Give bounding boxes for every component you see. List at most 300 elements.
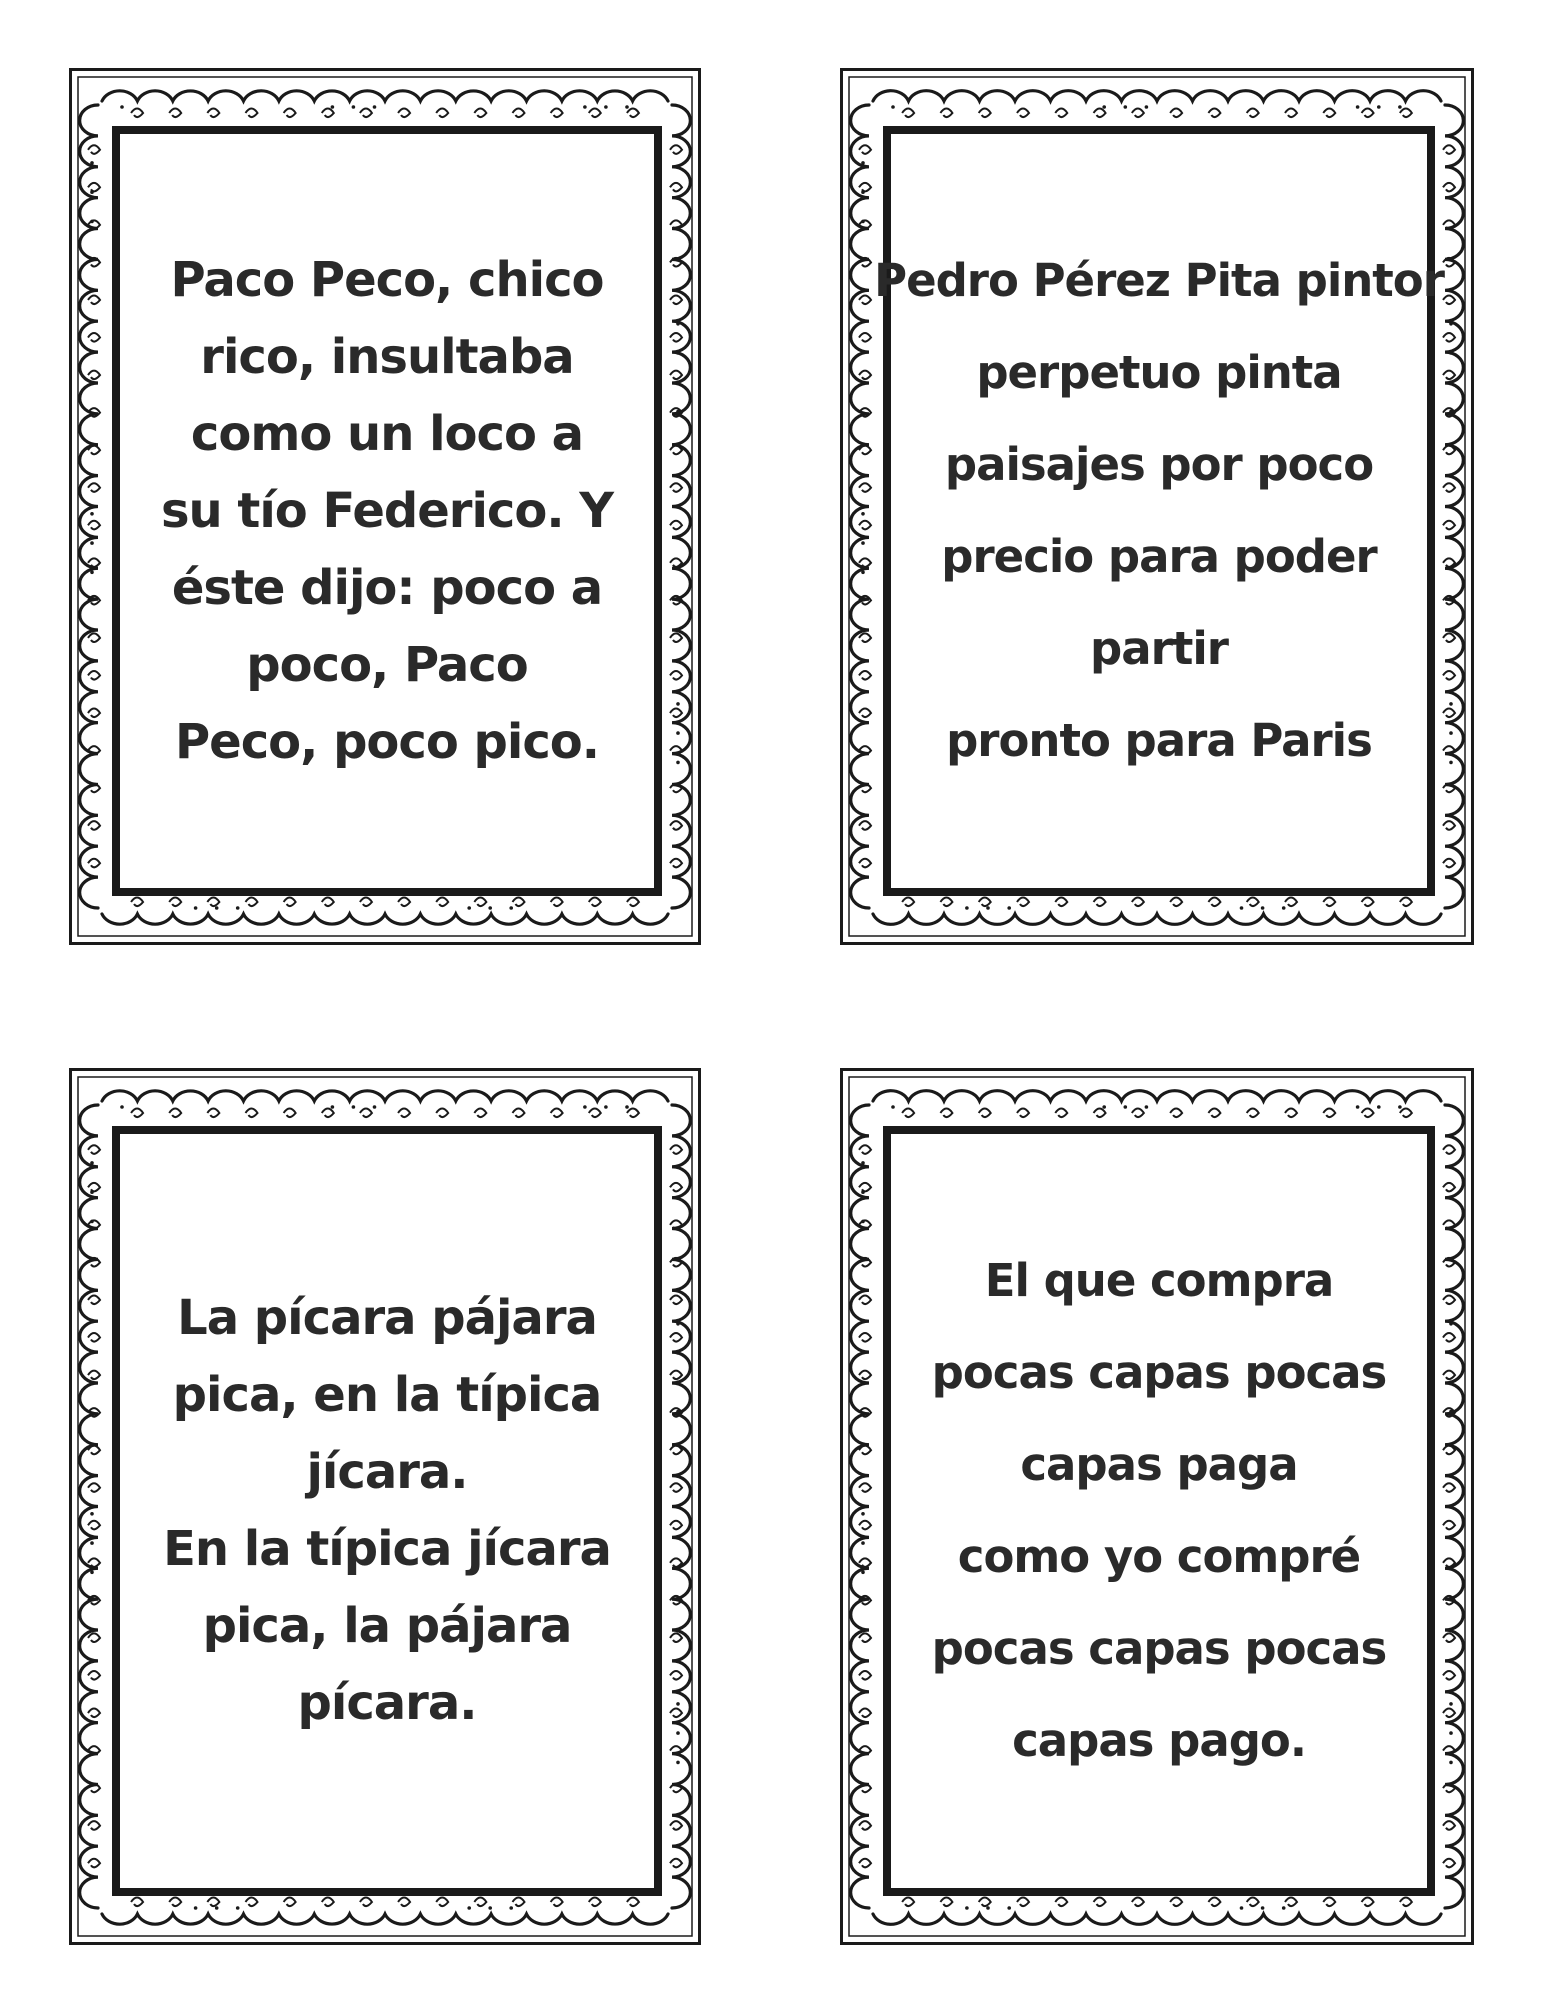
- doodle-dot: [676, 1322, 680, 1326]
- doodle-curl-stroke: [1443, 633, 1455, 642]
- text-line: pocas capas pocas: [931, 1622, 1387, 1675]
- doodle-curl-stroke: [859, 1295, 871, 1304]
- doodle-curl-stroke: [670, 1709, 682, 1718]
- doodle-curl-stroke: [979, 898, 991, 907]
- doodle-curl-stroke: [1443, 1821, 1455, 1830]
- doodle-curl-stroke: [284, 1898, 296, 1907]
- doodle-dot: [90, 512, 94, 516]
- doodle-curl-stroke: [398, 1109, 410, 1118]
- doodle-curl-stroke: [1443, 709, 1455, 718]
- doodle-curl-stroke: [859, 521, 871, 530]
- doodle-curl-stroke: [670, 183, 682, 192]
- doodle-dot: [1007, 1906, 1011, 1910]
- doodle-curl-stroke: [131, 1109, 143, 1118]
- text-line: partir: [1090, 622, 1228, 675]
- text-line: precio para poder: [941, 530, 1377, 583]
- doodle-curl-stroke: [1055, 898, 1067, 907]
- doodle-curl-stroke: [1443, 145, 1455, 154]
- doodle-dot: [861, 1571, 865, 1575]
- doodle-curl-stroke: [1208, 1898, 1220, 1907]
- doodle-dot: [676, 1761, 680, 1765]
- doodle-curl-stroke: [88, 709, 100, 718]
- doodle-curl-stroke: [627, 109, 639, 118]
- doodle-dot: [676, 702, 680, 706]
- doodle-curl-stroke: [589, 898, 601, 907]
- text-line: Peco, poco pico.: [174, 713, 600, 770]
- tongue-twister-text: [932, 1235, 1387, 1787]
- doodle-curl-stroke: [902, 1898, 914, 1907]
- doodle-curl-stroke: [1094, 1109, 1106, 1118]
- doodle-dot: [861, 190, 865, 194]
- doodle-dot: [373, 1105, 377, 1109]
- doodle-dot: [215, 1906, 219, 1910]
- doodle-dot: [90, 190, 94, 194]
- doodle-curl-stroke: [436, 1898, 448, 1907]
- doodle-curl-stroke: [88, 145, 100, 154]
- doodle-dot: [90, 541, 94, 545]
- card-inner-frame: [883, 1126, 1435, 1896]
- doodle-dot: [1377, 1105, 1381, 1109]
- text-line: pocas capas pocas: [931, 1346, 1387, 1399]
- doodle-curl-stroke: [859, 483, 871, 492]
- doodle-curl-stroke: [902, 1109, 914, 1118]
- doodle-curl-stroke: [859, 859, 871, 868]
- doodle-curl-stroke: [1132, 1109, 1144, 1118]
- doodle-dot: [625, 105, 629, 109]
- doodle-curl-stroke: [670, 446, 682, 455]
- doodle-scallop-stroke: [102, 914, 668, 924]
- doodle-curl-stroke: [1323, 109, 1335, 118]
- doodle-curl-stroke: [1443, 446, 1455, 455]
- doodle-curl-stroke: [627, 1898, 639, 1907]
- doodle-curl-stroke: [1208, 109, 1220, 118]
- doodle-curl-stroke: [513, 109, 525, 118]
- doodle-dot: [861, 220, 865, 224]
- doodle-dot: [1261, 906, 1265, 910]
- doodle-curl-stroke: [322, 1898, 334, 1907]
- doodle-curl-stroke: [88, 1371, 100, 1380]
- doodle-curl-stroke: [1094, 109, 1106, 118]
- doodle-dot: [1449, 322, 1453, 326]
- doodle-dot: [1356, 1105, 1360, 1109]
- doodle-curl-stroke: [88, 821, 100, 830]
- doodle-curl-stroke: [940, 898, 952, 907]
- doodle-curl-stroke: [513, 1109, 525, 1118]
- doodle-curl-stroke: [88, 446, 100, 455]
- doodle-curl-stroke: [88, 1295, 100, 1304]
- doodle-curl-stroke: [131, 109, 143, 118]
- doodle-curl-stroke: [1443, 295, 1455, 304]
- doodle-curl-stroke: [979, 1898, 991, 1907]
- doodle-curl-stroke: [859, 1709, 871, 1718]
- doodle-dot: [1282, 906, 1286, 910]
- doodle-curl-stroke: [513, 898, 525, 907]
- doodle-dot: [90, 220, 94, 224]
- doodle-dot: [1449, 1351, 1453, 1355]
- doodle-curl-stroke: [589, 1898, 601, 1907]
- doodle-curl-stroke: [88, 1633, 100, 1642]
- doodle-dot: [861, 1220, 865, 1224]
- doodle-curl-stroke: [1443, 1446, 1455, 1455]
- doodle-curl-stroke: [1443, 1633, 1455, 1642]
- doodle-curl-stroke: [207, 109, 219, 118]
- doodle-curl-stroke: [246, 1898, 258, 1907]
- doodle-dot: [120, 1105, 124, 1109]
- doodle-dot: [90, 161, 94, 165]
- doodle-dot: [1449, 1731, 1453, 1735]
- text-line: pícara.: [297, 1675, 477, 1731]
- doodle-dot: [1449, 351, 1453, 355]
- doodle-curl-stroke: [1247, 109, 1259, 118]
- tongue-twister-text: [161, 242, 613, 781]
- doodle-dot: [1356, 105, 1360, 109]
- doodle-curl-stroke: [551, 1109, 563, 1118]
- doodle-dot: [1240, 1906, 1244, 1910]
- doodle-curl-stroke: [1400, 1109, 1412, 1118]
- doodle-dot: [1007, 906, 1011, 910]
- doodle-curl-stroke: [940, 109, 952, 118]
- doodle-curl-stroke: [1247, 1109, 1259, 1118]
- doodle-dot: [236, 906, 240, 910]
- doodle-curl-stroke: [169, 1898, 181, 1907]
- doodle-scallop-stroke: [873, 1091, 1441, 1101]
- doodle-dot: [1145, 1105, 1149, 1109]
- doodle-curl-stroke: [88, 1446, 100, 1455]
- text-line: paisajes por poco: [944, 438, 1374, 491]
- text-line: Paco Peco, chico: [170, 251, 604, 308]
- doodle-curl-stroke: [1400, 898, 1412, 907]
- doodle-dot: [1449, 1410, 1453, 1414]
- doodle-curl-stroke: [859, 1446, 871, 1455]
- doodle-curl-stroke: [1443, 183, 1455, 192]
- doodle-curl-stroke: [670, 1859, 682, 1868]
- text-line: capas paga: [1020, 1438, 1298, 1491]
- doodle-dot: [509, 1906, 513, 1910]
- doodle-dot: [676, 1380, 680, 1384]
- doodle-curl-stroke: [1247, 898, 1259, 907]
- card-inner-frame: [112, 126, 662, 896]
- text-line: como un loco a: [190, 405, 584, 462]
- doodle-scallop-stroke: [102, 1091, 668, 1101]
- doodle-curl-stroke: [1443, 1145, 1455, 1154]
- doodle-dot: [1261, 1906, 1265, 1910]
- doodle-dot: [1449, 761, 1453, 765]
- tongue-twister-card-1: [69, 68, 701, 945]
- text-line: capas pago.: [1012, 1714, 1306, 1767]
- doodle-dot: [1449, 1761, 1453, 1765]
- text-line: poco, Paco: [246, 636, 528, 693]
- doodle-curl-stroke: [1285, 898, 1297, 907]
- doodle-dot: [90, 1512, 94, 1516]
- doodle-curl-stroke: [670, 633, 682, 642]
- doodle-curl-stroke: [1208, 898, 1220, 907]
- doodle-curl-stroke: [88, 1333, 100, 1342]
- doodle-curl-stroke: [670, 558, 682, 567]
- doodle-curl-stroke: [670, 333, 682, 342]
- doodle-dot: [861, 1512, 865, 1516]
- doodle-curl-stroke: [859, 671, 871, 680]
- doodle-dot: [1449, 1380, 1453, 1384]
- doodle-curl-stroke: [88, 1859, 100, 1868]
- text-line: jícara.: [306, 1444, 468, 1500]
- card-inner-frame: [112, 1126, 662, 1896]
- text-line: Pedro Pérez Pita pintor: [874, 254, 1444, 307]
- doodle-curl-stroke: [398, 1898, 410, 1907]
- doodle-scallop-stroke: [102, 91, 668, 101]
- doodle-curl-stroke: [670, 1295, 682, 1304]
- doodle-dot: [1124, 1105, 1128, 1109]
- doodle-scallop-stroke: [873, 914, 1441, 924]
- doodle-dot: [488, 1906, 492, 1910]
- doodle-curl-stroke: [436, 1109, 448, 1118]
- doodle-dot: [583, 1105, 587, 1109]
- doodle-curl-stroke: [979, 1109, 991, 1118]
- doodle-curl-stroke: [670, 1671, 682, 1680]
- doodle-dot: [676, 351, 680, 355]
- doodle-curl-stroke: [940, 1109, 952, 1118]
- doodle-curl-stroke: [322, 1109, 334, 1118]
- doodle-dot: [1449, 380, 1453, 384]
- doodle-curl-stroke: [1170, 1109, 1182, 1118]
- doodle-curl-stroke: [670, 295, 682, 304]
- doodle-curl-stroke: [859, 1333, 871, 1342]
- doodle-curl-stroke: [670, 709, 682, 718]
- text-line: su tío Federico. Y: [160, 482, 614, 539]
- doodle-dot: [676, 1731, 680, 1735]
- doodle-curl-stroke: [1017, 898, 1029, 907]
- doodle-curl-stroke: [207, 898, 219, 907]
- doodle-dot: [331, 105, 335, 109]
- doodle-curl-stroke: [1094, 1898, 1106, 1907]
- text-line: pica, en la típica: [172, 1367, 602, 1423]
- doodle-curl-stroke: [859, 1821, 871, 1830]
- doodle-curl-stroke: [1094, 898, 1106, 907]
- doodle-dot: [1102, 1105, 1106, 1109]
- doodle-curl-stroke: [88, 633, 100, 642]
- doodle-scallop-stroke: [873, 91, 1441, 101]
- doodle-curl-stroke: [627, 898, 639, 907]
- doodle-dot: [986, 906, 990, 910]
- doodle-curl-stroke: [169, 109, 181, 118]
- doodle-curl-stroke: [1132, 109, 1144, 118]
- doodle-curl-stroke: [1443, 1521, 1455, 1530]
- doodle-curl-stroke: [859, 1483, 871, 1492]
- doodle-dot: [861, 571, 865, 575]
- doodle-curl-stroke: [859, 709, 871, 718]
- doodle-curl-stroke: [670, 1633, 682, 1642]
- doodle-curl-stroke: [474, 1109, 486, 1118]
- text-line: rico, insultaba: [200, 328, 574, 385]
- doodle-curl-stroke: [859, 633, 871, 642]
- doodle-curl-stroke: [88, 1671, 100, 1680]
- doodle-curl-stroke: [1055, 1109, 1067, 1118]
- doodle-curl-stroke: [551, 1898, 563, 1907]
- doodle-dot: [215, 906, 219, 910]
- doodle-curl-stroke: [902, 898, 914, 907]
- doodle-curl-stroke: [513, 1898, 525, 1907]
- tongue-twister-text: [874, 235, 1444, 787]
- doodle-dot: [1240, 906, 1244, 910]
- doodle-curl-stroke: [1017, 1898, 1029, 1907]
- doodle-scallop-stroke: [102, 1914, 668, 1924]
- doodle-curl-stroke: [1323, 898, 1335, 907]
- doodle-dot: [676, 1702, 680, 1706]
- text-line: En la típica jícara: [163, 1521, 611, 1577]
- doodle-curl-stroke: [1443, 1371, 1455, 1380]
- doodle-curl-stroke: [859, 333, 871, 342]
- doodle-curl-stroke: [1170, 1898, 1182, 1907]
- doodle-dot: [1449, 410, 1453, 414]
- doodle-curl-stroke: [670, 1333, 682, 1342]
- text-line: pica, la pájara: [202, 1598, 572, 1654]
- doodle-dot: [625, 1105, 629, 1109]
- doodle-curl-stroke: [88, 371, 100, 380]
- doodle-dot: [194, 1906, 198, 1910]
- doodle-curl-stroke: [670, 483, 682, 492]
- doodle-curl-stroke: [1208, 1109, 1220, 1118]
- doodle-dot: [861, 1190, 865, 1194]
- doodle-dot: [861, 161, 865, 165]
- doodle-curl-stroke: [1132, 1898, 1144, 1907]
- doodle-dot: [861, 541, 865, 545]
- tongue-twister-text: [163, 1280, 611, 1742]
- doodle-curl-stroke: [627, 1109, 639, 1118]
- doodle-curl-stroke: [1443, 671, 1455, 680]
- doodle-curl-stroke: [246, 1109, 258, 1118]
- doodle-dot: [90, 1571, 94, 1575]
- doodle-dot: [676, 322, 680, 326]
- doodle-curl-stroke: [1055, 109, 1067, 118]
- doodle-curl-stroke: [131, 1898, 143, 1907]
- doodle-curl-stroke: [1443, 371, 1455, 380]
- doodle-curl-stroke: [1323, 1898, 1335, 1907]
- doodle-dot: [373, 105, 377, 109]
- doodle-dot: [965, 906, 969, 910]
- doodle-curl-stroke: [1362, 1898, 1374, 1907]
- text-line: perpetuo pinta: [976, 346, 1342, 399]
- doodle-curl-stroke: [398, 898, 410, 907]
- doodle-curl-stroke: [1400, 109, 1412, 118]
- doodle-curl-stroke: [88, 333, 100, 342]
- doodle-dot: [467, 906, 471, 910]
- doodle-curl-stroke: [322, 109, 334, 118]
- doodle-dot: [891, 105, 895, 109]
- doodle-curl-stroke: [88, 1521, 100, 1530]
- doodle-dot: [331, 1105, 335, 1109]
- doodle-dot: [509, 906, 513, 910]
- doodle-curl-stroke: [207, 1898, 219, 1907]
- doodle-dot: [676, 1410, 680, 1414]
- doodle-dot: [1398, 105, 1402, 109]
- doodle-curl-stroke: [670, 1145, 682, 1154]
- doodle-dot: [861, 1541, 865, 1545]
- doodle-dot: [965, 1906, 969, 1910]
- tongue-twister-card-3: [69, 1068, 701, 1945]
- doodle-dot: [488, 906, 492, 910]
- text-line: éste dijo: poco a: [171, 559, 603, 616]
- doodle-curl-stroke: [88, 1145, 100, 1154]
- doodle-curl-stroke: [88, 295, 100, 304]
- doodle-curl-stroke: [88, 859, 100, 868]
- doodle-dot: [861, 1161, 865, 1165]
- doodle-curl-stroke: [670, 371, 682, 380]
- doodle-curl-stroke: [979, 109, 991, 118]
- doodle-curl-stroke: [670, 859, 682, 868]
- doodle-curl-stroke: [169, 898, 181, 907]
- text-line: La pícara pájara: [177, 1290, 597, 1346]
- doodle-curl-stroke: [246, 898, 258, 907]
- doodle-curl-stroke: [859, 1859, 871, 1868]
- doodle-curl-stroke: [670, 1521, 682, 1530]
- doodle-dot: [676, 761, 680, 765]
- doodle-dot: [352, 1105, 356, 1109]
- doodle-dot: [467, 1906, 471, 1910]
- doodle-curl-stroke: [1443, 333, 1455, 342]
- doodle-dot: [604, 105, 608, 109]
- doodle-curl-stroke: [88, 483, 100, 492]
- doodle-curl-stroke: [1017, 109, 1029, 118]
- doodle-curl-stroke: [1443, 521, 1455, 530]
- doodle-curl-stroke: [1443, 483, 1455, 492]
- doodle-curl-stroke: [859, 1371, 871, 1380]
- doodle-dot: [236, 1906, 240, 1910]
- doodle-curl-stroke: [859, 295, 871, 304]
- doodle-curl-stroke: [322, 898, 334, 907]
- doodle-curl-stroke: [88, 183, 100, 192]
- doodle-curl-stroke: [940, 1898, 952, 1907]
- doodle-curl-stroke: [1285, 1109, 1297, 1118]
- doodle-curl-stroke: [1362, 109, 1374, 118]
- doodle-curl-stroke: [88, 521, 100, 530]
- doodle-curl-stroke: [1443, 821, 1455, 830]
- doodle-dot: [194, 906, 198, 910]
- doodle-curl-stroke: [88, 671, 100, 680]
- text-line: pronto para Paris: [946, 714, 1372, 767]
- doodle-curl-stroke: [1443, 1709, 1455, 1718]
- doodle-curl-stroke: [88, 1183, 100, 1192]
- doodle-curl-stroke: [474, 1898, 486, 1907]
- doodle-curl-stroke: [1285, 109, 1297, 118]
- doodle-dot: [1145, 105, 1149, 109]
- doodle-dot: [986, 1906, 990, 1910]
- doodle-curl-stroke: [589, 1109, 601, 1118]
- doodle-curl-stroke: [1443, 1483, 1455, 1492]
- doodle-curl-stroke: [284, 109, 296, 118]
- doodle-dot: [1449, 1702, 1453, 1706]
- doodle-curl-stroke: [284, 1109, 296, 1118]
- doodle-curl-stroke: [859, 821, 871, 830]
- doodle-curl-stroke: [1017, 1109, 1029, 1118]
- text-line: El que compra: [984, 1254, 1334, 1307]
- doodle-curl-stroke: [670, 145, 682, 154]
- doodle-curl-stroke: [436, 109, 448, 118]
- doodle-curl-stroke: [360, 898, 372, 907]
- doodle-curl-stroke: [169, 1109, 181, 1118]
- doodle-curl-stroke: [1285, 1898, 1297, 1907]
- doodle-dot: [1282, 1906, 1286, 1910]
- doodle-curl-stroke: [1247, 1898, 1259, 1907]
- doodle-dot: [583, 105, 587, 109]
- doodle-curl-stroke: [1400, 1898, 1412, 1907]
- doodle-curl-stroke: [1443, 1295, 1455, 1304]
- doodle-curl-stroke: [859, 1145, 871, 1154]
- doodle-dot: [676, 380, 680, 384]
- doodle-curl-stroke: [589, 109, 601, 118]
- doodle-curl-stroke: [436, 898, 448, 907]
- doodle-dot: [90, 571, 94, 575]
- doodle-curl-stroke: [1443, 1859, 1455, 1868]
- doodle-curl-stroke: [284, 898, 296, 907]
